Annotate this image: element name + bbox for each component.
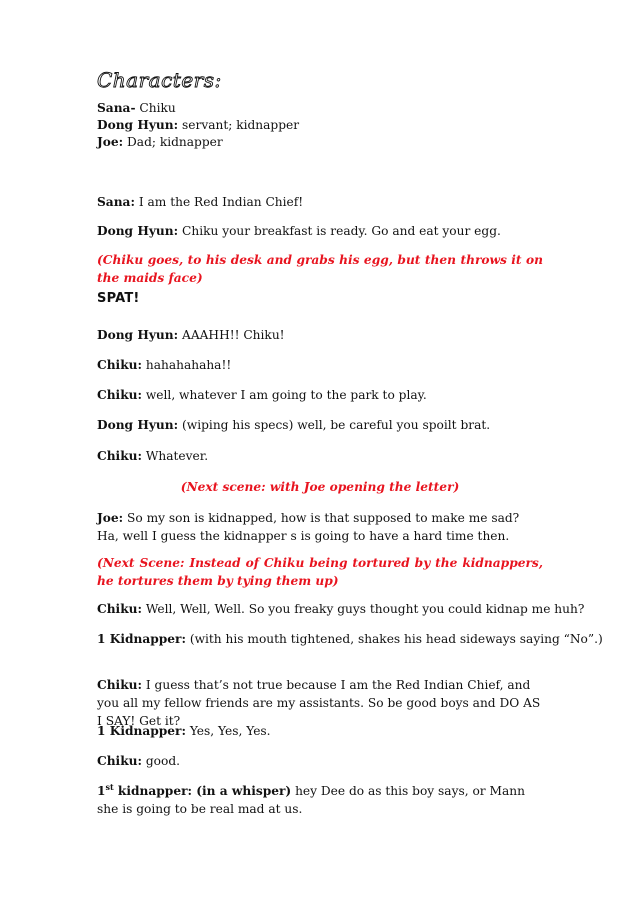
dialogue-text: Well, Well, Well. So you freaky guys thought you could kidnap me huh?: [142, 602, 585, 616]
dialogue-text: well, whatever I am going to the park to play.: [142, 388, 427, 402]
speaker: Joe:: [97, 511, 124, 525]
speaker: 1 Kidnapper:: [97, 632, 186, 646]
cast-entry-dong-hyun: [97, 116, 299, 134]
speaker: Chiku:: [97, 449, 142, 463]
dialogue-line: [97, 782, 543, 818]
dialogue-line: [97, 326, 285, 344]
dialogue-line: [97, 752, 180, 770]
dialogue-text: I guess that’s not true because I am the Red Indian Chief, and you all my fellow friends are my assistants. So be good boys and DO AS I SAY! Get it?: [97, 678, 541, 728]
dialogue-text: (wiping his specs) well, be careful you spoilt brat.: [178, 418, 491, 432]
dialogue-text: AAAHH!! Chiku!: [178, 328, 285, 342]
dialogue-text: (with his mouth tightened, shakes his head sideways saying “No”.): [185, 632, 603, 646]
dialogue-line: [97, 630, 603, 648]
speaker: Dong Hyun:: [97, 224, 179, 238]
dialogue-line: [97, 416, 490, 434]
speaker: Chiku:: [97, 388, 142, 402]
dialogue-text: Whatever.: [142, 449, 209, 463]
stage-direction: (Next scene: with Joe opening the letter): [180, 480, 460, 494]
cast-name: Sana-: [97, 101, 136, 115]
dialogue-line: [97, 600, 584, 618]
speaker: [97, 781, 292, 798]
speaker: Dong Hyun:: [97, 328, 179, 342]
stage-direction: (Chiku goes, to his desk and grabs his egg, but then throws it on the maids face): [97, 253, 543, 285]
characters-heading: Characters:: [97, 68, 222, 92]
cast-role: servant; kidnapper: [178, 118, 300, 132]
ordinal-suffix: st: [105, 781, 114, 792]
cast-role: Chiku: [135, 101, 176, 115]
dialogue-line: [97, 447, 208, 465]
cast-name: Dong Hyun:: [97, 118, 179, 132]
sound-effect: SPAT!: [97, 291, 140, 306]
cast-entry-sana: [97, 99, 176, 117]
speaker: Chiku:: [97, 754, 142, 768]
dialogue-line: [97, 222, 501, 240]
cast-entry-joe: [97, 133, 223, 151]
stage-direction: (Next Scene: Instead of Chiku being tortured by the kidnappers, he tortures them by tying them up): [97, 556, 543, 588]
dialogue-text: Chiku your breakfast is ready. Go and eat your egg.: [178, 224, 501, 238]
cast-name: Joe:: [97, 135, 124, 149]
dialogue-text: So my son is kidnapped, how is that supposed to make me sad? Ha, well I guess the kidnapper s is going to have a hard time then.: [97, 511, 520, 543]
speaker: Chiku:: [97, 678, 142, 692]
dialogue-text: good.: [142, 754, 181, 768]
dialogue-text: I am the Red Indian Chief!: [134, 195, 304, 209]
speaker-label: kidnapper: (in a whisper): [113, 784, 292, 798]
dialogue-line: [97, 722, 271, 740]
dialogue-text: Yes, Yes, Yes.: [185, 724, 271, 738]
speaker: 1 Kidnapper:: [97, 724, 186, 738]
dialogue-line: [97, 356, 231, 374]
dialogue-text: hey Dee do as this boy says, or Mann she is going to be real mad at us.: [97, 784, 525, 816]
dialogue-line: [97, 386, 427, 404]
speaker: Chiku:: [97, 358, 142, 372]
cast-role: Dad; kidnapper: [123, 135, 223, 149]
ordinal-number: 1: [97, 784, 106, 798]
dialogue-line: [97, 509, 543, 545]
dialogue-text: hahahahaha!!: [142, 358, 232, 372]
dialogue-line: [97, 193, 303, 211]
speaker: Sana:: [97, 195, 135, 209]
speaker: Dong Hyun:: [97, 418, 179, 432]
speaker: Chiku:: [97, 602, 142, 616]
